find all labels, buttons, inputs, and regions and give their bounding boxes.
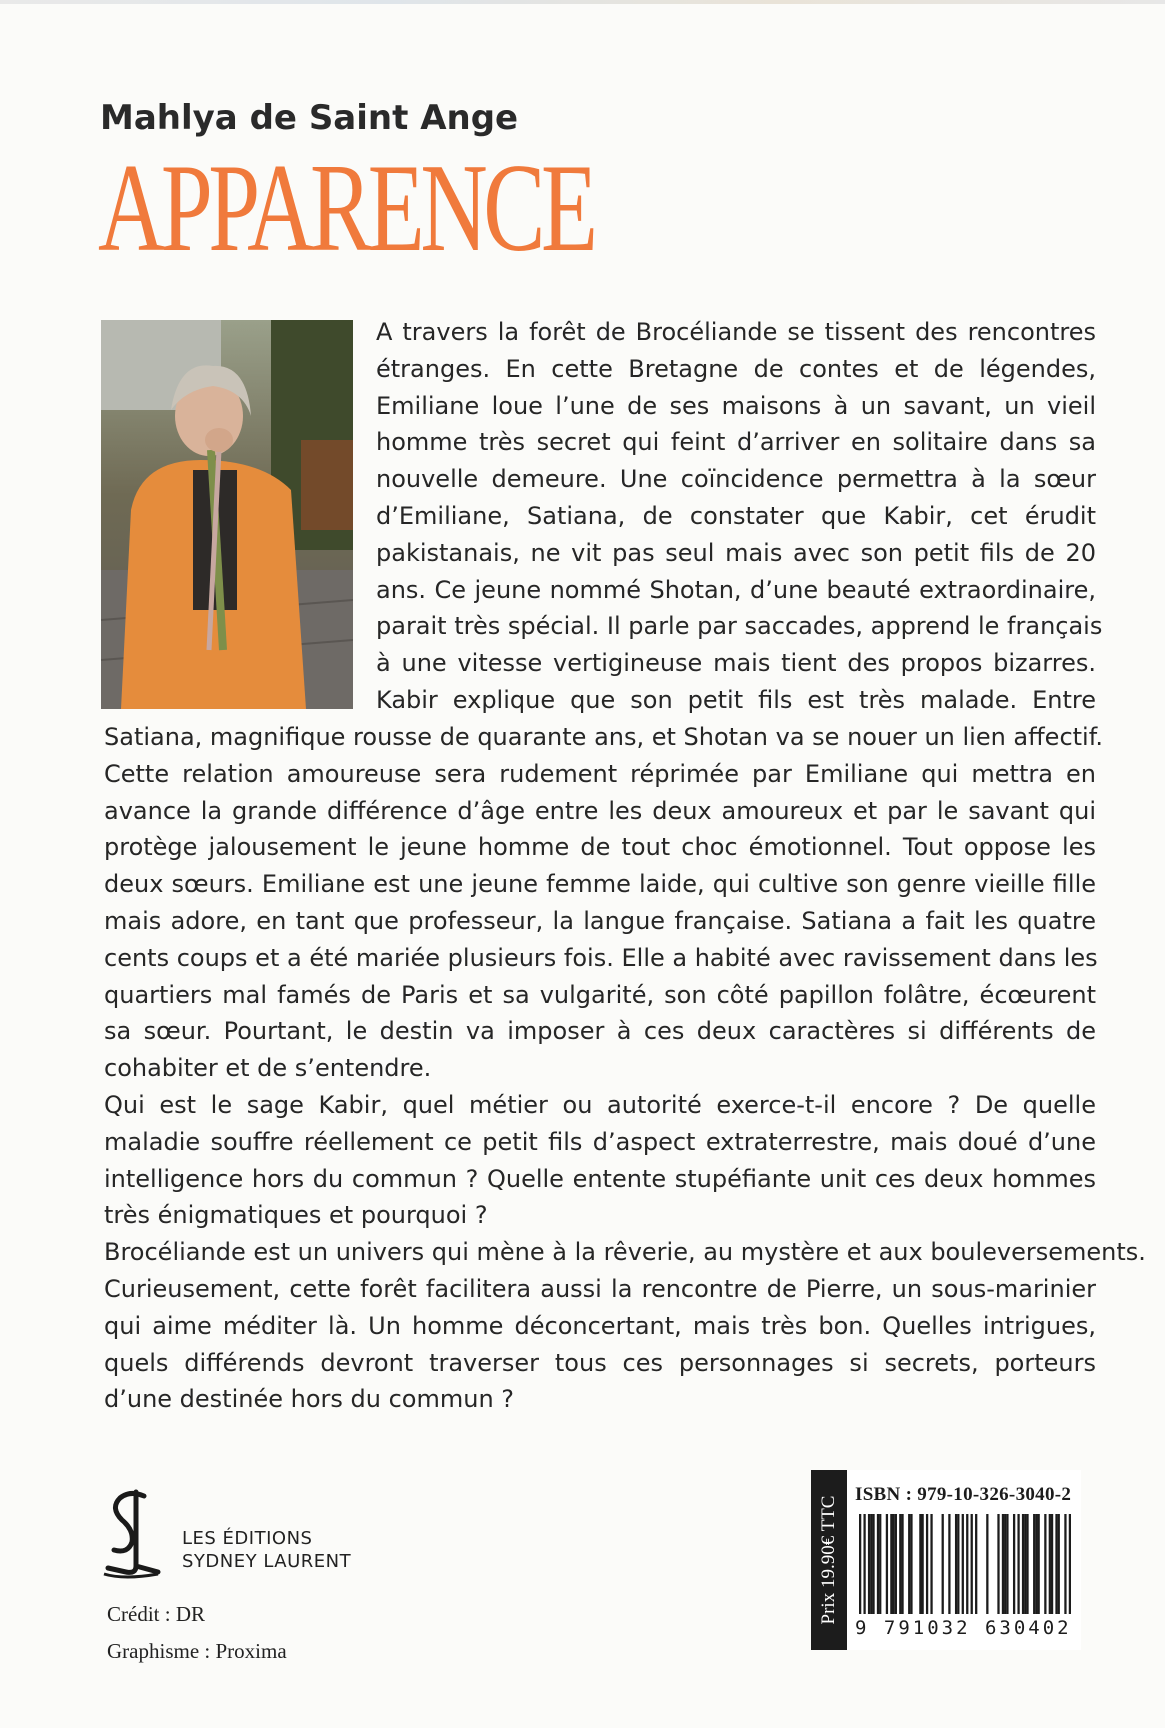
blurb-line: avance la grande différence d’âge entre les deux amoureux et par le savant qui bbox=[104, 796, 1096, 825]
barcode-bar bbox=[921, 1514, 923, 1614]
blurb-line: maladie souffre réellement ce petit fils d’aspect extraterrestre, mais doué d’une bbox=[104, 1127, 1096, 1156]
blurb-line: d’une destinée hors du commun ? bbox=[104, 1385, 515, 1414]
blurb-line: intelligence hors du commun ? Quelle entente stupéfiante unit ces deux hommes bbox=[104, 1164, 1096, 1193]
barcode-bar bbox=[872, 1514, 874, 1614]
barcode-bar bbox=[948, 1514, 950, 1614]
author-portrait-icon bbox=[101, 320, 353, 709]
blurb-column-beside-photo bbox=[376, 314, 1103, 719]
blurb-line: quels différends devront traverser tous ces personnages si secrets, porteurs bbox=[104, 1348, 1096, 1377]
sydney-laurent-monogram-icon bbox=[100, 1488, 162, 1580]
barcode-bar bbox=[868, 1514, 870, 1614]
barcode-bar bbox=[1006, 1514, 1008, 1614]
barcode-bar bbox=[895, 1514, 897, 1614]
ean-digits: 9 791032 630402 bbox=[855, 1617, 1072, 1639]
blurb-line: mais adore, en tant que professeur, la langue française. Satiana a fait les quatre bbox=[104, 906, 1096, 935]
blurb-line: cents coups et a été mariée plusieurs fois. Elle a habité avec ravissement dans les bbox=[104, 943, 1098, 972]
blurb-line: A travers la forêt de Brocéliande se tissent des rencontres bbox=[376, 318, 1096, 346]
blurb-line: nouvelle demeure. Une coïncidence permettra à la sœur bbox=[376, 465, 1096, 494]
barcode-bar bbox=[1038, 1514, 1040, 1614]
barcode-bar bbox=[1044, 1514, 1046, 1614]
blurb-line: Kabir explique que son petit fils est très malade. Entre bbox=[376, 685, 1096, 714]
barcode-bar bbox=[966, 1514, 968, 1614]
blurb-line: d’Emiliane, Satiana, de constater que Kabir, cet érudit bbox=[376, 501, 1096, 530]
barcode-bar bbox=[955, 1514, 957, 1614]
blurb-line: deux sœurs. Emiliane est une jeune femme laide, qui cultive son genre vieille fille bbox=[104, 870, 1096, 899]
barcode-icon bbox=[859, 1514, 1071, 1614]
book-title: APPARENCE bbox=[98, 139, 594, 278]
barcode-bar bbox=[1035, 1514, 1037, 1614]
barcode-bar bbox=[1033, 1514, 1035, 1614]
barcode-bar bbox=[910, 1514, 912, 1614]
barcode-bar bbox=[1069, 1514, 1071, 1614]
blurb-line: qui aime méditer là. Un homme déconcertant, mais très bon. Quelles intrigues, bbox=[104, 1311, 1096, 1340]
barcode-bar bbox=[926, 1514, 928, 1614]
photo-credit: Crédit : DR bbox=[107, 1602, 205, 1626]
publisher-line1: LES ÉDITIONS bbox=[182, 1528, 313, 1549]
blurb-line: Brocéliande est un univers qui mène à la rêverie, au mystère et aux bouleversements. bbox=[104, 1238, 1146, 1267]
price-text: Prix 19.90€ TTC bbox=[818, 1495, 839, 1625]
barcode-bar bbox=[1055, 1514, 1057, 1614]
design-credit: Graphisme : Proxima bbox=[107, 1639, 287, 1663]
blurb-line: à une vitesse vertigineuse mais tient des propos bizarres. bbox=[376, 649, 1096, 678]
blurb-line: sa sœur. Pourtant, le destin va imposer à ces deux caractères si différents de bbox=[104, 1017, 1096, 1046]
barcode-bar bbox=[890, 1514, 892, 1614]
barcode-bar bbox=[1026, 1514, 1028, 1614]
barcode-bar bbox=[975, 1514, 977, 1614]
barcode-bar bbox=[962, 1514, 964, 1614]
blurb-line: très énigmatiques et pourquoi ? bbox=[104, 1201, 488, 1230]
barcode-bar bbox=[901, 1514, 903, 1614]
publisher-line2: SYDNEY LAURENT bbox=[182, 1551, 352, 1572]
barcode-bar bbox=[908, 1514, 910, 1614]
barcode-bar bbox=[1022, 1514, 1024, 1614]
barcode-bar bbox=[997, 1514, 999, 1614]
isbn-text: ISBN : 979-10-326-3040-2 bbox=[855, 1484, 1072, 1505]
top-color-strip bbox=[0, 0, 1165, 4]
author-photo bbox=[101, 320, 353, 709]
barcode-bar bbox=[879, 1514, 881, 1614]
barcode-bar bbox=[1049, 1514, 1051, 1614]
blurb-line: Satiana, magnifique rousse de quarante ans, et Shotan va se nouer un lien affectif. bbox=[104, 723, 1104, 751]
barcode-block bbox=[811, 1470, 1081, 1650]
barcode-bar bbox=[930, 1514, 932, 1614]
barcode-bar bbox=[986, 1514, 988, 1614]
barcode-bar bbox=[1013, 1514, 1015, 1614]
blurb-line: pakistanais, ne vit pas seul mais avec son petit fils de 20 bbox=[376, 538, 1096, 567]
blurb-line: ans. Ce jeune nommé Shotan, d’une beauté extraordinaire, bbox=[376, 575, 1096, 604]
barcode-bar bbox=[957, 1514, 959, 1614]
barcode-bar bbox=[1002, 1514, 1004, 1614]
barcode-bar bbox=[1058, 1514, 1060, 1614]
blurb-line: Emiliane loue l’une de ses maisons à un savant, un vieil bbox=[376, 391, 1096, 420]
barcode-bar bbox=[1024, 1514, 1026, 1614]
barcode-bar bbox=[1051, 1514, 1053, 1614]
blurb-line: parait très spécial. Il parle par saccades, apprend le français bbox=[376, 612, 1103, 641]
barcode-bar bbox=[1064, 1514, 1066, 1614]
barcode-bar bbox=[892, 1514, 894, 1614]
barcode-bar bbox=[1017, 1514, 1019, 1614]
blurb-line: étranges. En cette Bretagne de contes et de légendes, bbox=[376, 354, 1096, 383]
blurb-line: quartiers mal famés de Paris et sa vulgarité, son côté papillon folâtre, écœurent bbox=[104, 980, 1096, 1009]
blurb-column-full-width bbox=[104, 719, 1146, 1418]
price-label bbox=[811, 1470, 847, 1650]
credits bbox=[107, 1596, 287, 1670]
barcode-bar bbox=[971, 1514, 973, 1614]
barcode-bar bbox=[863, 1514, 865, 1614]
publisher-name bbox=[182, 1527, 351, 1573]
blurb-line: Curieusement, cette forêt facilitera aussi la rencontre de Pierre, un sous-marinier bbox=[104, 1274, 1096, 1303]
blurb-line: protège jalousement le jeune homme de tout choc émotionnel. Tout oppose les bbox=[104, 833, 1096, 862]
blurb-line: cohabiter et de s’entendre. bbox=[104, 1054, 432, 1083]
barcode-bar bbox=[877, 1514, 879, 1614]
barcode-bar bbox=[1004, 1514, 1006, 1614]
author-name: Mahlya de Saint Ange bbox=[100, 98, 519, 138]
barcode-bar bbox=[919, 1514, 921, 1614]
barcode-bar bbox=[859, 1514, 861, 1614]
publisher-logo bbox=[100, 1488, 162, 1580]
barcode-bar bbox=[886, 1514, 888, 1614]
barcode-bar bbox=[942, 1514, 944, 1614]
barcode-bar bbox=[899, 1514, 901, 1614]
barcode-bar bbox=[870, 1514, 872, 1614]
blurb-line: Qui est le sage Kabir, quel métier ou autorité exerce-t-il encore ? De quelle bbox=[104, 1090, 1096, 1119]
blurb-line: Cette relation amoureuse sera rudement réprimée par Emiliane qui mettra en bbox=[104, 759, 1096, 788]
blurb-line: homme très secret qui feint d’arriver en solitaire dans sa bbox=[376, 428, 1096, 457]
